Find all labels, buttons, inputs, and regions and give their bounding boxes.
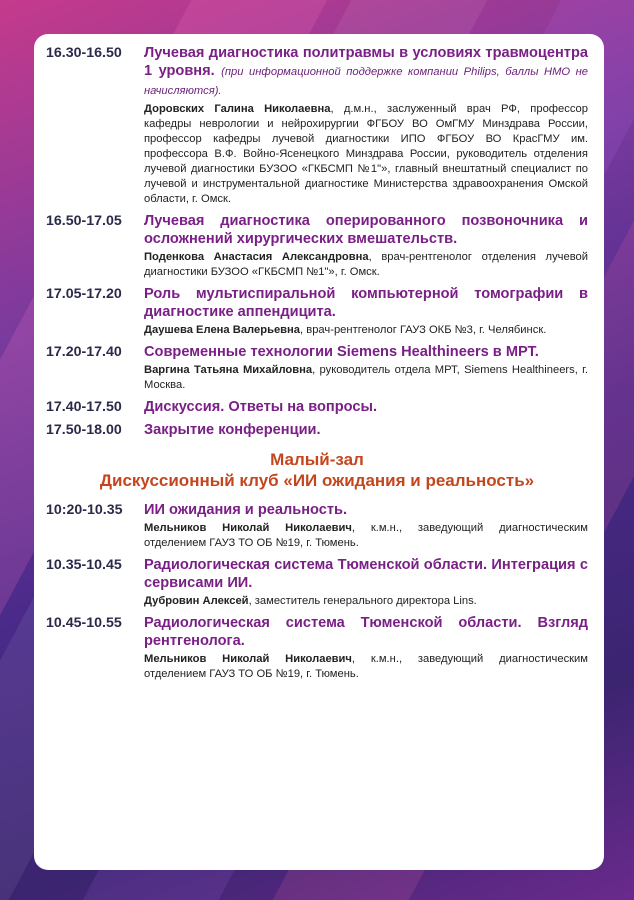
program-entry [46, 44, 588, 207]
entry-title: Роль мультиспиральной компьютерной томографии в диагностике аппендицита. [144, 286, 588, 320]
program-entry [46, 285, 588, 338]
entry-speaker [144, 102, 588, 207]
entry-speaker [144, 652, 588, 682]
speaker-info: , д.м.н., заслуженный врач РФ, профессор кафедры неврологии и нейрохирургии ФГБОУ ВО ОмГМУ Минздрава России, профессор кафедры лучевой диагностики ИПО ФГБОУ ВО КрасГМУ им. профессора В.Ф. Войно-Ясенецкого Минздрава России, руководитель отделения лучевой диагностики БУЗОО «ГКБСМП №1"», главный внештатный специалист по лучевой и инструментальной диагностике Министерства здравоохранения Омской области, г. Омск. [144, 103, 588, 205]
hall-name: Малый-зал [270, 450, 364, 469]
speaker-name: Мельников Николай Николаевич [144, 653, 352, 665]
entry-title: Лучевая диагностика политравмы в условиях травмоцентра 1 уровня. (при информационной поддержке компании Philips, баллы НМО не начисляются). [144, 45, 588, 97]
entry-speaker [144, 363, 588, 393]
entry-title: ИИ ожидания и реальность. [144, 502, 348, 518]
program-entry [46, 398, 588, 416]
hall-subtitle: Дискуссионный клуб «ИИ ожидания и реальность» [99, 471, 535, 490]
entry-note: (при информационной поддержке компании Philips, баллы НМО не начисляются). [144, 66, 588, 97]
speaker-info: , руководитель отдела МРТ, Siemens Healthineers, г. Москва. [144, 364, 588, 391]
speaker-name: Дубровин Алексей [144, 595, 249, 607]
speaker-name: Варгина Татьяна Михайловна [144, 364, 313, 376]
program-entry [46, 556, 588, 609]
entry-time: 17.05-17.20 [46, 286, 122, 302]
program-entry [46, 614, 588, 682]
speaker-info: , врач-рентгенолог ГАУЗ ОКБ №3, г. Челябинск. [300, 324, 547, 336]
speaker-name: Даушева Елена Валерьевна [144, 324, 301, 336]
entry-title: Лучевая диагностика оперированного позвоночника и осложнений хирургических вмешательств. [144, 213, 588, 247]
entry-speaker [144, 323, 588, 338]
entry-title: Радиологическая система Тюменской области. Интеграция с сервисами ИИ. [144, 557, 588, 591]
entry-title: Современные технологии Siemens Healthineers в МРТ. [144, 344, 539, 360]
entry-title: Радиологическая система Тюменской области. Взгляд рентгенолога. [144, 615, 588, 649]
speaker-info: , заместитель генерального директора Lins. [248, 595, 477, 607]
entry-time: 17.20-17.40 [46, 344, 122, 360]
program-entry [46, 501, 588, 551]
entry-time: 10.45-10.55 [46, 615, 122, 631]
entry-time: 10.35-10.45 [46, 557, 122, 573]
entry-time: 16.30-16.50 [46, 45, 122, 61]
program-entry [46, 343, 588, 393]
entry-time: 16.50-17.05 [46, 213, 122, 229]
speaker-info: , врач-рентгенолог отделения лучевой диагностики БУЗОО «ГКБСМП №1"», г. Омск. [144, 251, 589, 278]
entry-title: Дискуссия. Ответы на вопросы. [144, 399, 378, 415]
entry-time: 10:20-10.35 [46, 502, 123, 518]
speaker-name: Поденкова Анастасия Александровна [144, 251, 369, 263]
entry-speaker [144, 521, 588, 551]
entry-speaker [144, 250, 588, 280]
speaker-name: Мельников Николай Николаевич [144, 522, 352, 534]
speaker-info: , к.м.н., заведующий диагностическим отделением ГАУЗ ТО ОБ №19, г. Тюмень. [144, 522, 588, 549]
hall-heading [46, 449, 588, 491]
speaker-info: , к.м.н., заведующий диагностическим отделением ГАУЗ ТО ОБ №19, г. Тюмень. [144, 653, 588, 680]
entry-speaker [144, 594, 588, 609]
entry-title: Закрытие конференции. [144, 422, 321, 438]
entry-time: 17.50-18.00 [46, 422, 122, 438]
entry-time: 17.40-17.50 [46, 399, 122, 415]
speaker-name: Доровских Галина Николаевна [144, 103, 331, 115]
program-entry [46, 421, 588, 439]
program-card [34, 34, 604, 870]
program-entry [46, 212, 588, 280]
